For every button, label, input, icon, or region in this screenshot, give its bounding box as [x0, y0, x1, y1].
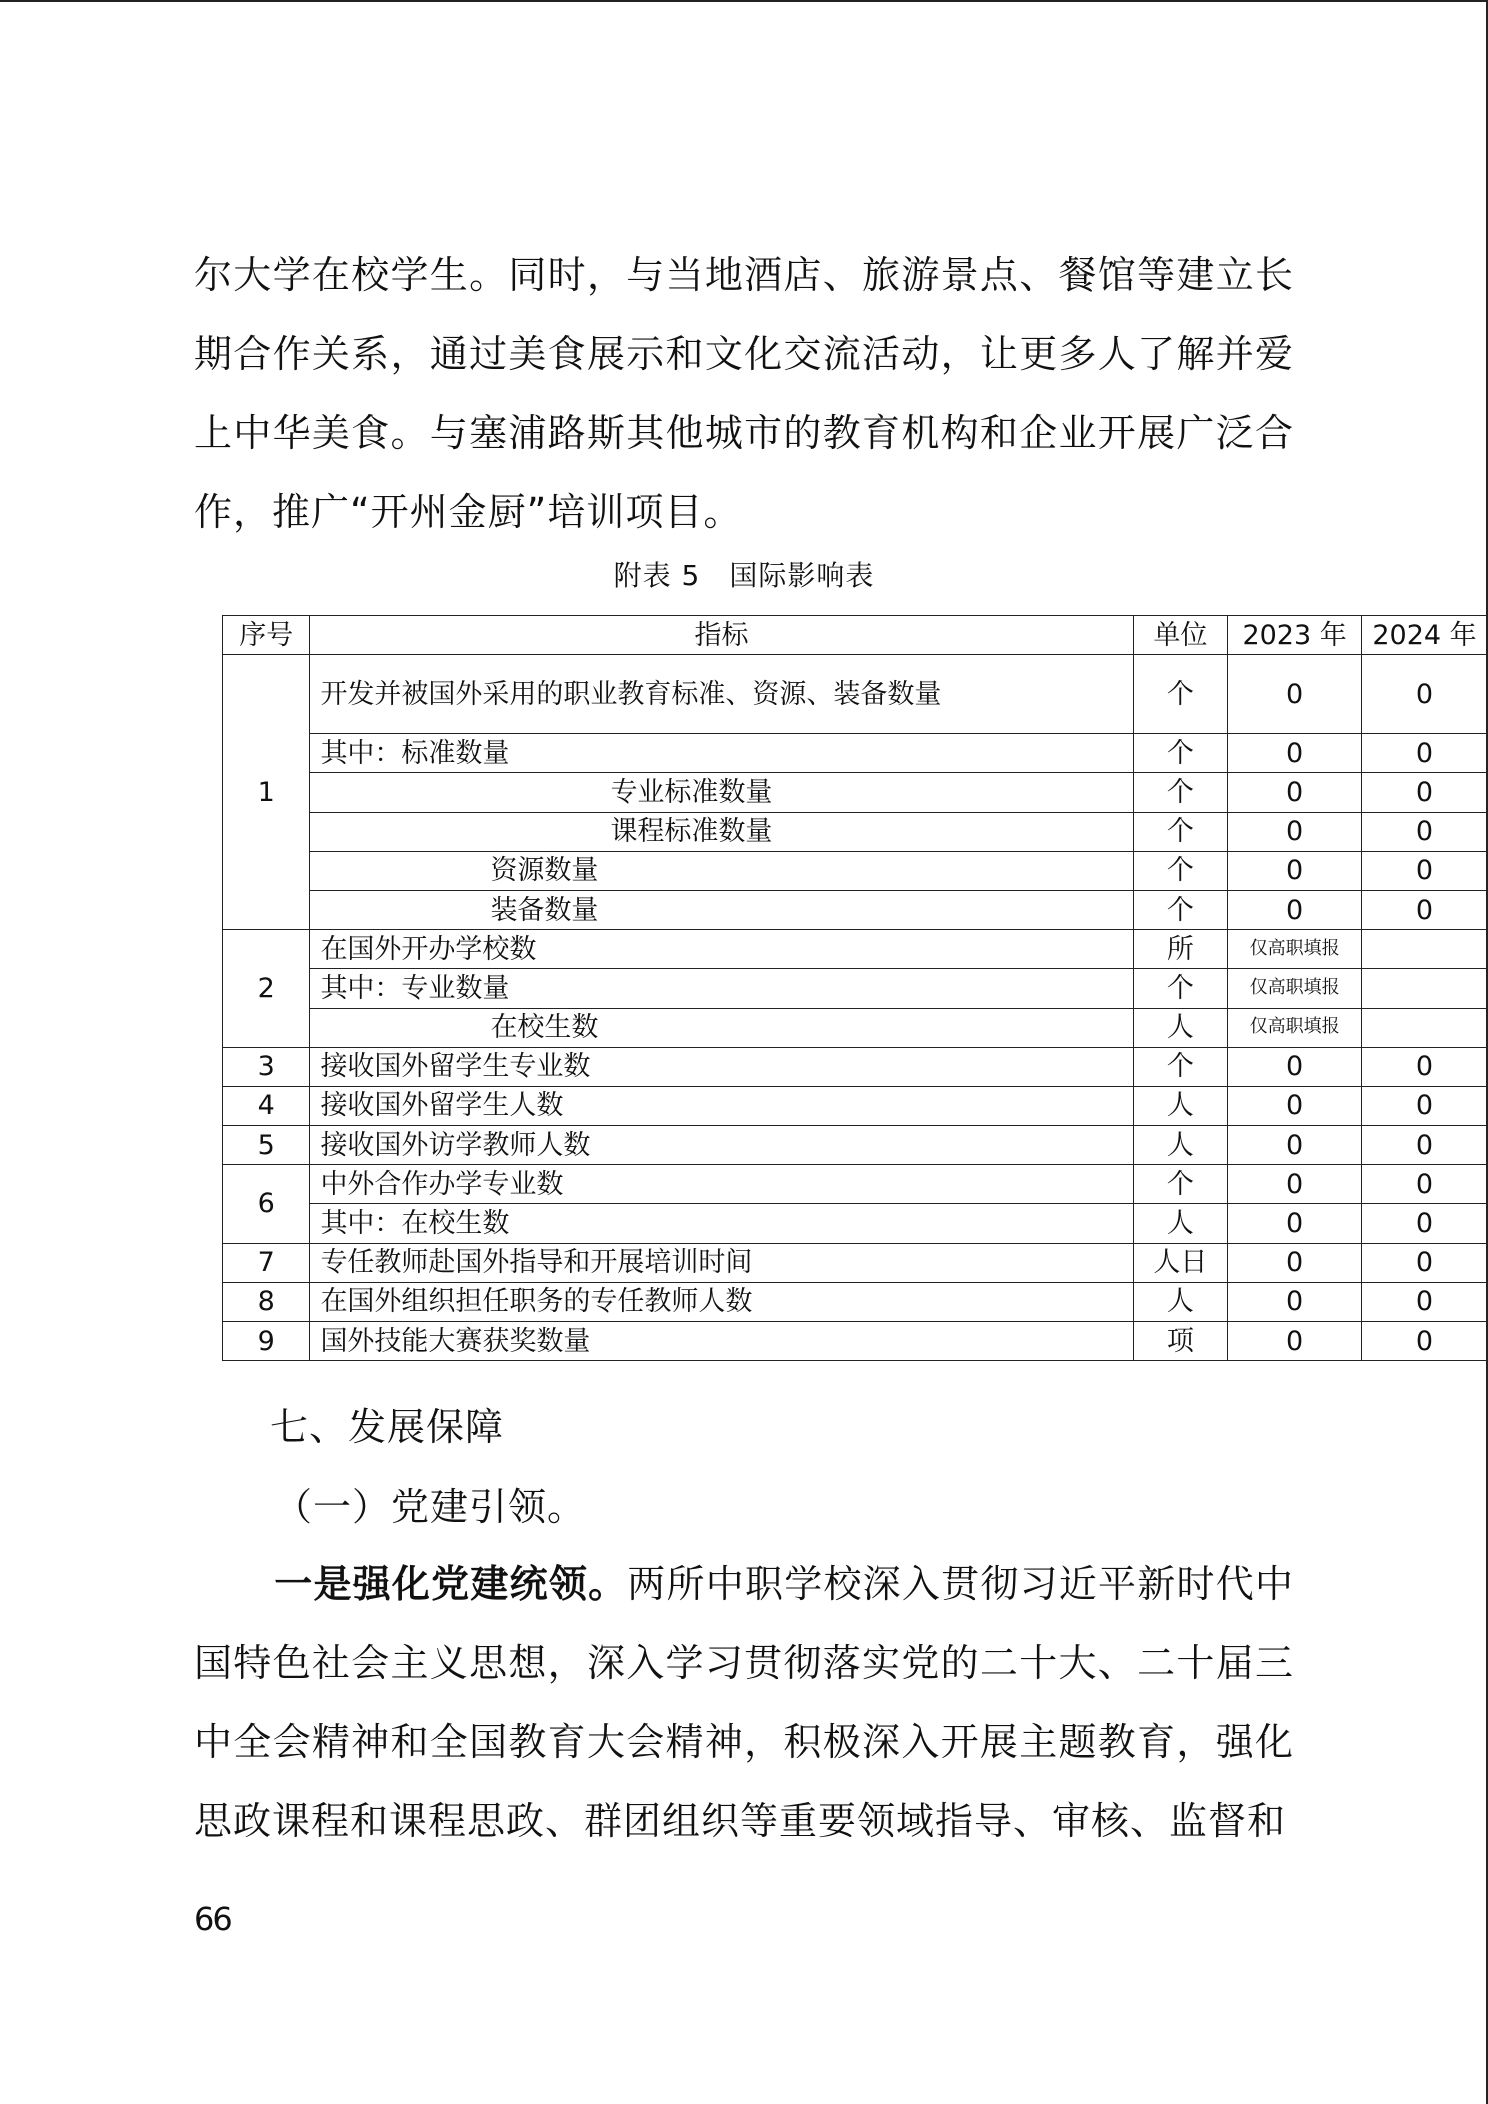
value-2023-cell: 0 [1228, 773, 1362, 812]
unit-cell: 人日 [1133, 1243, 1228, 1282]
table-row [223, 1243, 1488, 1282]
indicator-cell: 专任教师赴国外指导和开展培训时间 [310, 1243, 1133, 1282]
value-2024-cell [1362, 1008, 1488, 1047]
value-2023-cell: 0 [1228, 1047, 1362, 1086]
indicator-cell: 装备数量 [310, 890, 1133, 929]
unit-cell: 个 [1133, 812, 1228, 851]
value-2024-cell: 0 [1362, 1322, 1488, 1361]
table-row [223, 1008, 1488, 1047]
indicator-cell: 国外技能大赛获奖数量 [310, 1322, 1133, 1361]
value-2024-cell: 0 [1362, 1086, 1488, 1125]
value-2024-cell [1362, 969, 1488, 1008]
unit-cell: 人 [1133, 1086, 1228, 1125]
table-row [223, 930, 1488, 969]
value-2024-cell: 0 [1362, 1204, 1488, 1243]
section-heading: 七、发展保障 [270, 1405, 505, 1449]
value-2024-cell: 0 [1362, 890, 1488, 929]
header-unit: 单位 [1133, 616, 1228, 655]
subsection-heading: （一）党建引领。 [274, 1485, 587, 1529]
seq-cell: 7 [223, 1243, 310, 1282]
unit-cell: 个 [1133, 1165, 1228, 1204]
indicator-cell: 接收国外留学生人数 [310, 1086, 1133, 1125]
seq-cell: 8 [223, 1282, 310, 1321]
unit-cell: 人 [1133, 1204, 1228, 1243]
header-2023: 2023 年 [1228, 616, 1362, 655]
seq-cell: 2 [223, 930, 310, 1048]
indicator-cell: 资源数量 [310, 851, 1133, 890]
table-row [223, 1086, 1488, 1125]
table-row [223, 773, 1488, 812]
body-paragraph [194, 1545, 1294, 1861]
unit-cell: 个 [1133, 851, 1228, 890]
indicator-cell: 其中：标准数量 [310, 734, 1133, 773]
indicator-cell: 其中：专业数量 [310, 969, 1133, 1008]
unit-cell: 人 [1133, 1282, 1228, 1321]
table-row [223, 655, 1488, 734]
table-row [223, 1204, 1488, 1243]
value-2023-cell: 0 [1228, 1282, 1362, 1321]
table-row [223, 969, 1488, 1008]
seq-cell: 1 [223, 655, 310, 930]
table-row [223, 812, 1488, 851]
seq-cell: 6 [223, 1165, 310, 1243]
table-row [223, 1322, 1488, 1361]
value-2023-cell: 0 [1228, 890, 1362, 929]
value-2024-cell: 0 [1362, 1126, 1488, 1165]
value-2023-cell: 仅高职填报 [1228, 930, 1362, 969]
indicator-cell: 课程标准数量 [310, 812, 1133, 851]
indicator-cell: 接收国外访学教师人数 [310, 1126, 1133, 1165]
table-row [223, 1165, 1488, 1204]
unit-cell: 个 [1133, 969, 1228, 1008]
top-border-line [0, 0, 1488, 2]
value-2024-cell [1362, 930, 1488, 969]
value-2023-cell: 0 [1228, 734, 1362, 773]
value-2023-cell: 0 [1228, 655, 1362, 734]
value-2023-cell: 0 [1228, 1086, 1362, 1125]
table-row [223, 1126, 1488, 1165]
unit-cell: 个 [1133, 773, 1228, 812]
header-seq: 序号 [223, 616, 310, 655]
table-caption: 附表 5 国际影响表 [613, 559, 875, 592]
value-2023-cell: 0 [1228, 812, 1362, 851]
header-2024: 2024 年 [1362, 616, 1488, 655]
value-2024-cell: 0 [1362, 1243, 1488, 1282]
seq-cell: 3 [223, 1047, 310, 1086]
value-2023-cell: 仅高职填报 [1228, 969, 1362, 1008]
value-2023-cell: 0 [1228, 1322, 1362, 1361]
value-2024-cell: 0 [1362, 734, 1488, 773]
table-row [223, 1282, 1488, 1321]
table-header-row [223, 616, 1488, 655]
intro-paragraph: 尔大学在校学生。同时，与当地酒店、旅游景点、餐馆等建立长期合作关系，通过美食展示和文化交流活动，让更多人了解并爱上中华美食。与塞浦路斯其他城市的教育机构和企业开展广泛合作，推广“开州金厨”培训项目。 [194, 253, 1294, 534]
indicator-cell: 其中：在校生数 [310, 1204, 1133, 1243]
seq-cell: 4 [223, 1086, 310, 1125]
international-influence-table [222, 615, 1488, 1361]
value-2024-cell: 0 [1362, 1047, 1488, 1086]
value-2023-cell: 0 [1228, 1165, 1362, 1204]
paragraph-lead: 一是强化党建统领。 [274, 1562, 628, 1606]
value-2023-cell: 0 [1228, 1126, 1362, 1165]
value-2024-cell: 0 [1362, 1282, 1488, 1321]
table-row [223, 734, 1488, 773]
page-number: 66 [194, 1900, 231, 1938]
indicator-cell: 接收国外留学生专业数 [310, 1047, 1133, 1086]
value-2023-cell: 0 [1228, 851, 1362, 890]
indicator-cell: 专业标准数量 [310, 773, 1133, 812]
value-2023-cell: 仅高职填报 [1228, 1008, 1362, 1047]
unit-cell: 个 [1133, 734, 1228, 773]
header-indicator: 指标 [310, 616, 1133, 655]
value-2024-cell: 0 [1362, 773, 1488, 812]
indicator-cell: 在国外开办学校数 [310, 930, 1133, 969]
seq-cell: 9 [223, 1322, 310, 1361]
table-row [223, 890, 1488, 929]
seq-cell: 5 [223, 1126, 310, 1165]
unit-cell: 人 [1133, 1008, 1228, 1047]
unit-cell: 人 [1133, 1126, 1228, 1165]
unit-cell: 个 [1133, 890, 1228, 929]
unit-cell: 个 [1133, 655, 1228, 734]
value-2023-cell: 0 [1228, 1243, 1362, 1282]
value-2024-cell: 0 [1362, 1165, 1488, 1204]
indicator-cell: 在校生数 [310, 1008, 1133, 1047]
indicator-cell: 在国外组织担任职务的专任教师人数 [310, 1282, 1133, 1321]
value-2023-cell: 0 [1228, 1204, 1362, 1243]
value-2024-cell: 0 [1362, 655, 1488, 734]
value-2024-cell: 0 [1362, 851, 1488, 890]
table-row [223, 1047, 1488, 1086]
unit-cell: 所 [1133, 930, 1228, 969]
unit-cell: 项 [1133, 1322, 1228, 1361]
paragraph-text: 两所中职学校深入贯彻习近平新时代中国特色社会主义思想，深入学习贯彻落实党的二十大、二十届三中全会精神和全国教育大会精神，积极深入开展主题教育，强化思政课程和课程思政、群团组织等重要领域指导、审核、监督和 [194, 1562, 1294, 1843]
table-row [223, 851, 1488, 890]
unit-cell: 个 [1133, 1047, 1228, 1086]
value-2024-cell: 0 [1362, 812, 1488, 851]
indicator-cell: 开发并被国外采用的职业教育标准、资源、装备数量 [310, 655, 1133, 734]
indicator-cell: 中外合作办学专业数 [310, 1165, 1133, 1204]
